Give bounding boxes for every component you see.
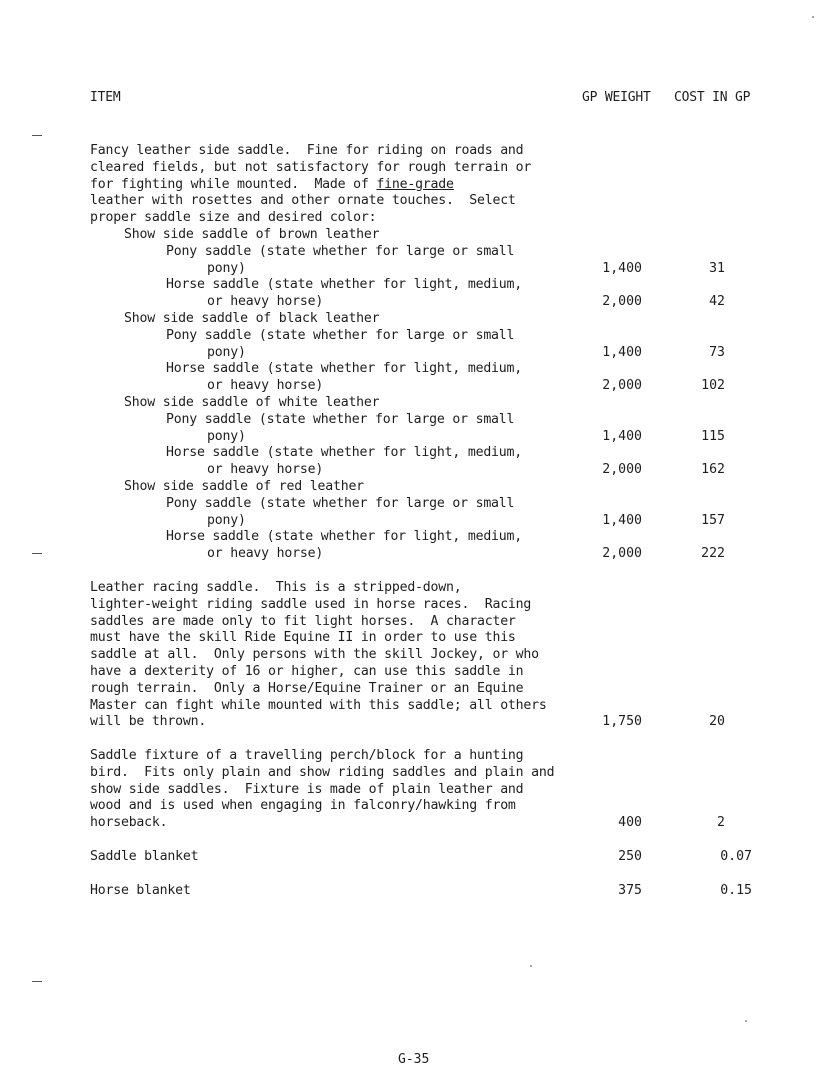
fixture-line: Saddle fixture of a travelling perch/block for a hunting — [90, 748, 524, 763]
racing-line: rough terrain. Only a Horse/Equine Trainer or an Equine — [90, 680, 524, 696]
racing-saddle-desc — [90, 580, 547, 731]
scan-speck — [530, 965, 532, 967]
weight-value: 1,400 — [602, 260, 642, 276]
group-title-brown: Show side saddle of brown leather — [124, 227, 380, 242]
scan-speck — [812, 16, 814, 18]
fancy-desc-line — [90, 177, 454, 194]
weight-value: 1,400 — [602, 428, 642, 444]
pony-saddle-desc: Pony saddle (state whether for large or small — [166, 243, 515, 259]
pony-saddle-desc: pony) — [207, 260, 246, 276]
horse-saddle-desc: or heavy horse) — [207, 378, 324, 394]
cost-value: 0.07 — [720, 849, 752, 864]
fixture-line: bird. Fits only plain and show riding saddles and plain and — [90, 764, 555, 780]
horse-saddle-desc: or heavy horse) — [207, 462, 324, 478]
cost-value: 0.15 — [720, 883, 752, 898]
weight-value: 1,400 — [602, 512, 642, 528]
fixture-line: horseback. — [90, 815, 168, 831]
weight-value: 2,000 — [602, 546, 642, 562]
pony-saddle-desc: Pony saddle (state whether for large or small — [166, 495, 515, 511]
group-title-white: Show side saddle of white leather — [124, 395, 380, 410]
margin-mark — [32, 553, 42, 554]
cost-value: 31 — [709, 260, 725, 276]
group-title-red: Show side saddle of red leather — [124, 479, 364, 494]
item-column-header: ITEM — [90, 90, 121, 105]
racing-line: Master can fight while mounted with this saddle; all others — [90, 697, 547, 713]
weight-value: 250 — [618, 849, 642, 864]
gp-weight-column-header: GP WEIGHT — [582, 90, 651, 105]
horse-saddle-desc: Horse saddle (state whether for light, medium, — [166, 445, 523, 461]
group-title-black: Show side saddle of black leather — [124, 311, 380, 326]
cost-value: 162 — [701, 462, 725, 478]
saddle-blanket-label: Saddle blanket — [90, 849, 199, 864]
racing-line: Leather racing saddle. This is a stripped-down, — [90, 580, 462, 595]
horse-saddle-desc: Horse saddle (state whether for light, medium, — [166, 361, 523, 377]
horse-saddle-desc: Horse saddle (state whether for light, medium, — [166, 529, 523, 545]
cost-value: 20 — [709, 714, 725, 730]
saddle-fixture-desc — [90, 748, 554, 832]
pony-saddle-desc: pony) — [207, 512, 246, 528]
fancy-desc-line: Fancy leather side saddle. Fine for riding on roads and — [90, 143, 524, 158]
pony-saddle-desc: pony) — [207, 428, 246, 444]
weight-value: 2,000 — [602, 462, 642, 478]
fine-grade-underlined: fine-grade — [376, 176, 454, 192]
fancy-desc-line: leather with rosettes and other ornate touches. Select — [90, 193, 516, 209]
horse-blanket-label: Horse blanket — [90, 883, 191, 898]
horse-saddle-desc: Horse saddle (state whether for light, medium, — [166, 277, 523, 293]
racing-line: lighter-weight riding saddle used in horse races. Racing — [90, 596, 532, 612]
cost-value: 102 — [701, 378, 725, 394]
pony-saddle-desc: Pony saddle (state whether for large or small — [166, 411, 515, 427]
pony-saddle-desc: Pony saddle (state whether for large or small — [166, 327, 515, 343]
weight-value: 1,400 — [602, 344, 642, 360]
racing-line: saddles are made only to fit light horses. A character — [90, 613, 516, 629]
pony-saddle-desc: pony) — [207, 344, 246, 360]
weight-value: 1,750 — [602, 714, 642, 730]
weight-value: 400 — [618, 815, 642, 831]
cost-value: 115 — [701, 428, 725, 444]
horse-saddle-desc: or heavy horse) — [207, 546, 324, 562]
margin-mark — [32, 981, 42, 982]
racing-line: saddle at all. Only persons with the skill Jockey, or who — [90, 647, 539, 663]
fancy-desc-line: proper saddle size and desired color: — [90, 210, 377, 226]
racing-line: must have the skill Ride Equine II in order to use this — [90, 630, 516, 646]
weight-value: 2,000 — [602, 294, 642, 310]
cost-value: 42 — [709, 294, 725, 310]
page-number: G-35 — [398, 1052, 430, 1067]
cost-column-header: COST IN GP — [674, 90, 751, 105]
racing-line: have a dexterity of 16 or higher, can use this saddle in — [90, 663, 524, 679]
weight-value: 375 — [618, 883, 642, 898]
fixture-line: wood and is used when engaging in falconry/hawking from — [90, 798, 516, 814]
weight-value: 2,000 — [602, 378, 642, 394]
cost-value: 222 — [701, 546, 725, 562]
racing-line: will be thrown. — [90, 714, 207, 730]
fixture-line: show side saddles. Fixture is made of plain leather and — [90, 781, 524, 797]
fancy-desc-text: for fighting while mounted. Made of — [90, 176, 369, 192]
scan-speck — [745, 1020, 747, 1022]
cost-value: 157 — [701, 512, 725, 528]
margin-mark — [32, 135, 42, 136]
fancy-desc-line: cleared fields, but not satisfactory for rough terrain or — [90, 159, 532, 175]
cost-value: 2 — [717, 815, 725, 831]
cost-value: 73 — [709, 344, 725, 360]
horse-saddle-desc: or heavy horse) — [207, 294, 324, 310]
